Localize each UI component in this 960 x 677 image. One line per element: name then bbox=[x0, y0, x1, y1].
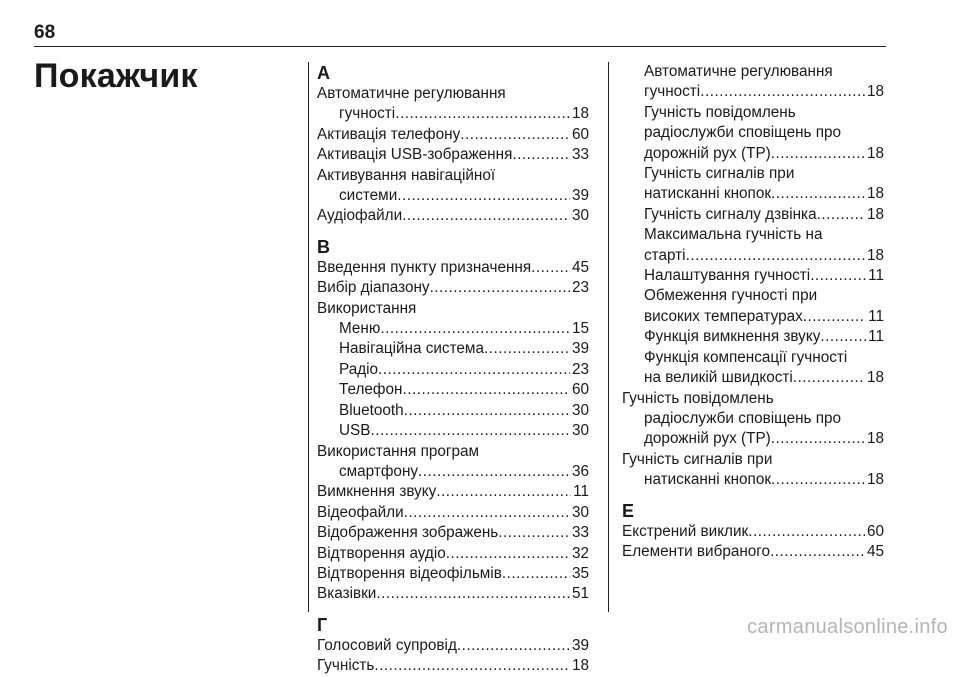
index-entry bbox=[317, 544, 589, 564]
entry-text: Функція компенсації гучності bbox=[644, 348, 848, 366]
index-entry-heading bbox=[622, 409, 884, 429]
index-entry-heading bbox=[622, 389, 884, 409]
dot-leader bbox=[397, 186, 570, 206]
index-entry bbox=[622, 429, 884, 449]
index-entry-heading bbox=[622, 164, 884, 184]
page-ref: 33 bbox=[571, 524, 589, 542]
page-ref: 18 bbox=[866, 471, 884, 489]
page-ref: 23 bbox=[571, 279, 589, 297]
index-entry bbox=[317, 258, 589, 278]
page-ref: 39 bbox=[571, 636, 589, 654]
dot-leader bbox=[770, 542, 865, 562]
entry-text: Телефон bbox=[339, 381, 403, 399]
dot-leader bbox=[404, 503, 570, 523]
page-ref: 30 bbox=[571, 422, 589, 440]
page-ref: 18 bbox=[866, 369, 884, 387]
index-entry-heading bbox=[622, 286, 884, 306]
dot-leader bbox=[498, 523, 570, 543]
dot-leader bbox=[700, 82, 865, 102]
index-entry bbox=[622, 368, 884, 388]
entry-text: Гучність повідомлень bbox=[622, 389, 774, 407]
entry-text: Активування навігаційної bbox=[317, 166, 496, 184]
entry-text: Використання bbox=[317, 299, 417, 317]
entry-text: Активація USB-зображення bbox=[317, 146, 513, 164]
entry-text: Гучність сигналів при bbox=[622, 450, 773, 468]
page-ref: 60 bbox=[866, 522, 884, 540]
index-entry bbox=[317, 482, 589, 502]
index-entry bbox=[317, 564, 589, 584]
dot-leader bbox=[418, 462, 570, 482]
index-entry bbox=[317, 523, 589, 543]
entry-text: гучності bbox=[644, 83, 701, 101]
index-entry-heading bbox=[622, 62, 884, 82]
page-ref: 32 bbox=[571, 544, 589, 562]
page-ref: 23 bbox=[571, 360, 589, 378]
dot-leader bbox=[502, 564, 570, 584]
page-ref: 30 bbox=[571, 401, 589, 419]
index-entry-heading bbox=[317, 166, 589, 186]
entry-text: Активація телефону bbox=[317, 125, 461, 143]
page-ref: 18 bbox=[866, 246, 884, 264]
page-ref: 11 bbox=[868, 267, 884, 285]
index-entry-heading bbox=[317, 84, 589, 104]
entry-text: Екстрений виклик bbox=[622, 522, 749, 540]
dot-leader bbox=[531, 258, 570, 278]
index-entry-heading bbox=[622, 348, 884, 368]
entry-text: радіослужби сповіщень про bbox=[644, 124, 842, 142]
dot-leader bbox=[484, 339, 570, 359]
index-entry bbox=[317, 206, 589, 226]
entry-text: Аудіофайли bbox=[317, 207, 403, 225]
index-entry-heading bbox=[317, 442, 589, 462]
entry-text: Bluetooth bbox=[339, 401, 404, 419]
index-entry-heading bbox=[622, 450, 884, 470]
page-ref: 60 bbox=[571, 125, 589, 143]
index-entry bbox=[317, 656, 589, 676]
index-entry bbox=[317, 380, 589, 400]
index-entry bbox=[317, 145, 589, 165]
entry-text: Відеофайли bbox=[317, 503, 404, 521]
page-ref: 18 bbox=[866, 205, 884, 223]
dot-leader bbox=[430, 278, 570, 298]
dot-leader bbox=[793, 368, 865, 388]
entry-text: натисканні кнопок bbox=[644, 471, 772, 489]
dot-leader bbox=[771, 144, 865, 164]
dot-leader bbox=[460, 125, 570, 145]
page-ref: 11 bbox=[868, 328, 884, 346]
index-entry-heading bbox=[622, 225, 884, 245]
index-entry bbox=[317, 401, 589, 421]
entry-text: старті bbox=[644, 246, 686, 264]
page-ref: 18 bbox=[866, 430, 884, 448]
index-entry bbox=[622, 266, 884, 286]
dot-leader bbox=[402, 380, 570, 400]
index-letter-heading: Г bbox=[317, 614, 328, 635]
index-entry bbox=[622, 470, 884, 490]
entry-text: Автоматичне регулювання bbox=[644, 63, 833, 80]
index-entry bbox=[622, 542, 884, 562]
entry-text: Голосовий супровід bbox=[317, 636, 457, 654]
page-ref: 18 bbox=[571, 105, 589, 123]
dot-leader bbox=[817, 205, 865, 225]
watermark-text: carmanualsonline.info bbox=[747, 616, 948, 638]
index-entry bbox=[317, 360, 589, 380]
entry-text: Використання програм bbox=[317, 442, 479, 460]
dot-leader bbox=[370, 421, 570, 441]
index-entry bbox=[622, 246, 884, 266]
entry-text: Елементи вибраного bbox=[622, 542, 771, 560]
dot-leader bbox=[380, 319, 570, 339]
page-ref: 18 bbox=[571, 657, 589, 675]
index-entry bbox=[317, 104, 589, 124]
entry-text: Автоматичне регулювання bbox=[317, 85, 506, 102]
page-ref: 39 bbox=[571, 187, 589, 205]
entry-text: смартфону bbox=[339, 462, 419, 480]
index-entry bbox=[317, 421, 589, 441]
index-entry bbox=[317, 503, 589, 523]
entry-text: високих температурах bbox=[644, 307, 803, 325]
page-ref: 18 bbox=[866, 185, 884, 203]
column-divider bbox=[608, 62, 609, 612]
column-divider bbox=[308, 62, 309, 612]
index-column-2 bbox=[622, 62, 884, 562]
dot-leader bbox=[748, 522, 865, 542]
page-ref: 15 bbox=[571, 320, 589, 338]
index-entry bbox=[622, 205, 884, 225]
entry-text: Гучність сигналу дзвінка bbox=[644, 205, 817, 223]
index-entry bbox=[317, 339, 589, 359]
dot-leader bbox=[395, 104, 570, 124]
index-entry bbox=[622, 522, 884, 542]
index-entry bbox=[317, 125, 589, 145]
index-letter-heading: В bbox=[317, 236, 330, 257]
page-ref: 35 bbox=[571, 564, 589, 582]
dot-leader bbox=[810, 266, 866, 286]
entry-text: Відображення зображень bbox=[317, 524, 499, 542]
page-ref: 30 bbox=[571, 503, 589, 521]
entry-text: USB bbox=[339, 422, 371, 440]
entry-text: Вибір діапазону bbox=[317, 279, 430, 297]
page-ref: 11 bbox=[868, 307, 884, 325]
index-entry bbox=[622, 307, 884, 327]
entry-text: Гучність bbox=[317, 657, 375, 675]
entry-text: радіослужби сповіщень про bbox=[644, 409, 842, 427]
entry-text: Вказівки bbox=[317, 585, 377, 603]
index-entry bbox=[622, 184, 884, 204]
header-rule bbox=[34, 46, 886, 47]
index-entry bbox=[317, 636, 589, 656]
index-entry bbox=[622, 144, 884, 164]
dot-leader bbox=[436, 482, 571, 502]
index-column-1 bbox=[317, 62, 589, 677]
dot-leader bbox=[402, 206, 570, 226]
entry-text: Відтворення відеофільмів bbox=[317, 564, 502, 582]
page-title: Покажчик bbox=[34, 57, 198, 95]
page-ref: 18 bbox=[866, 83, 884, 101]
entry-text: Гучність повідомлень bbox=[644, 103, 796, 121]
entry-text: Гучність сигналів при bbox=[644, 165, 795, 183]
entry-text: Максимальна гучність на bbox=[644, 226, 823, 244]
page-ref: 11 bbox=[573, 483, 589, 501]
entry-text: Налаштування гучності bbox=[644, 267, 811, 285]
page-ref: 36 bbox=[571, 462, 589, 480]
entry-text: Меню bbox=[339, 320, 381, 338]
index-letter-heading: Е bbox=[622, 500, 635, 521]
index-entry bbox=[317, 186, 589, 206]
dot-leader bbox=[686, 246, 865, 266]
page-ref: 45 bbox=[866, 542, 884, 560]
dot-leader bbox=[457, 636, 570, 656]
index-entry-heading bbox=[317, 299, 589, 319]
index-letter-heading: А bbox=[317, 63, 330, 83]
entry-text: дорожній рух (TP) bbox=[644, 144, 771, 162]
page-ref: 60 bbox=[571, 381, 589, 399]
dot-leader bbox=[771, 470, 865, 490]
dot-leader bbox=[378, 360, 570, 380]
entry-text: Функція вимкнення звуку bbox=[644, 328, 821, 346]
dot-leader bbox=[376, 584, 570, 604]
index-entry-heading bbox=[622, 103, 884, 123]
index-entry bbox=[317, 319, 589, 339]
entry-text: Обмеження гучності при bbox=[644, 287, 818, 305]
entry-text: Відтворення аудіо bbox=[317, 544, 446, 562]
entry-text: Вимкнення звуку bbox=[317, 483, 437, 501]
entry-text: на великій швидкості bbox=[644, 369, 793, 387]
dot-leader bbox=[803, 307, 866, 327]
index-entry-heading bbox=[622, 123, 884, 143]
index-entry bbox=[622, 82, 884, 102]
dot-leader bbox=[512, 145, 570, 165]
page-ref: 51 bbox=[571, 585, 589, 603]
page-ref: 39 bbox=[571, 340, 589, 358]
dot-leader bbox=[771, 429, 865, 449]
dot-leader bbox=[374, 656, 570, 676]
index-entry bbox=[317, 584, 589, 604]
page-ref: 45 bbox=[571, 258, 589, 276]
index-entry bbox=[317, 278, 589, 298]
dot-leader bbox=[404, 401, 570, 421]
page-ref: 18 bbox=[866, 144, 884, 162]
entry-text: системи bbox=[339, 187, 398, 205]
entry-text: Радіо bbox=[339, 360, 379, 378]
dot-leader bbox=[771, 184, 865, 204]
entry-text: Навігаційна система bbox=[339, 340, 484, 358]
entry-text: натисканні кнопок bbox=[644, 185, 772, 203]
page-ref: 33 bbox=[571, 146, 589, 164]
dot-leader bbox=[446, 544, 570, 564]
entry-text: гучності bbox=[339, 105, 396, 123]
dot-leader bbox=[820, 327, 866, 347]
index-entry bbox=[317, 462, 589, 482]
page-ref: 30 bbox=[571, 207, 589, 225]
index-entry bbox=[622, 327, 884, 347]
entry-text: дорожній рух (TP) bbox=[644, 430, 771, 448]
page-number: 68 bbox=[34, 22, 56, 43]
entry-text: Введення пункту призначення bbox=[317, 258, 532, 276]
